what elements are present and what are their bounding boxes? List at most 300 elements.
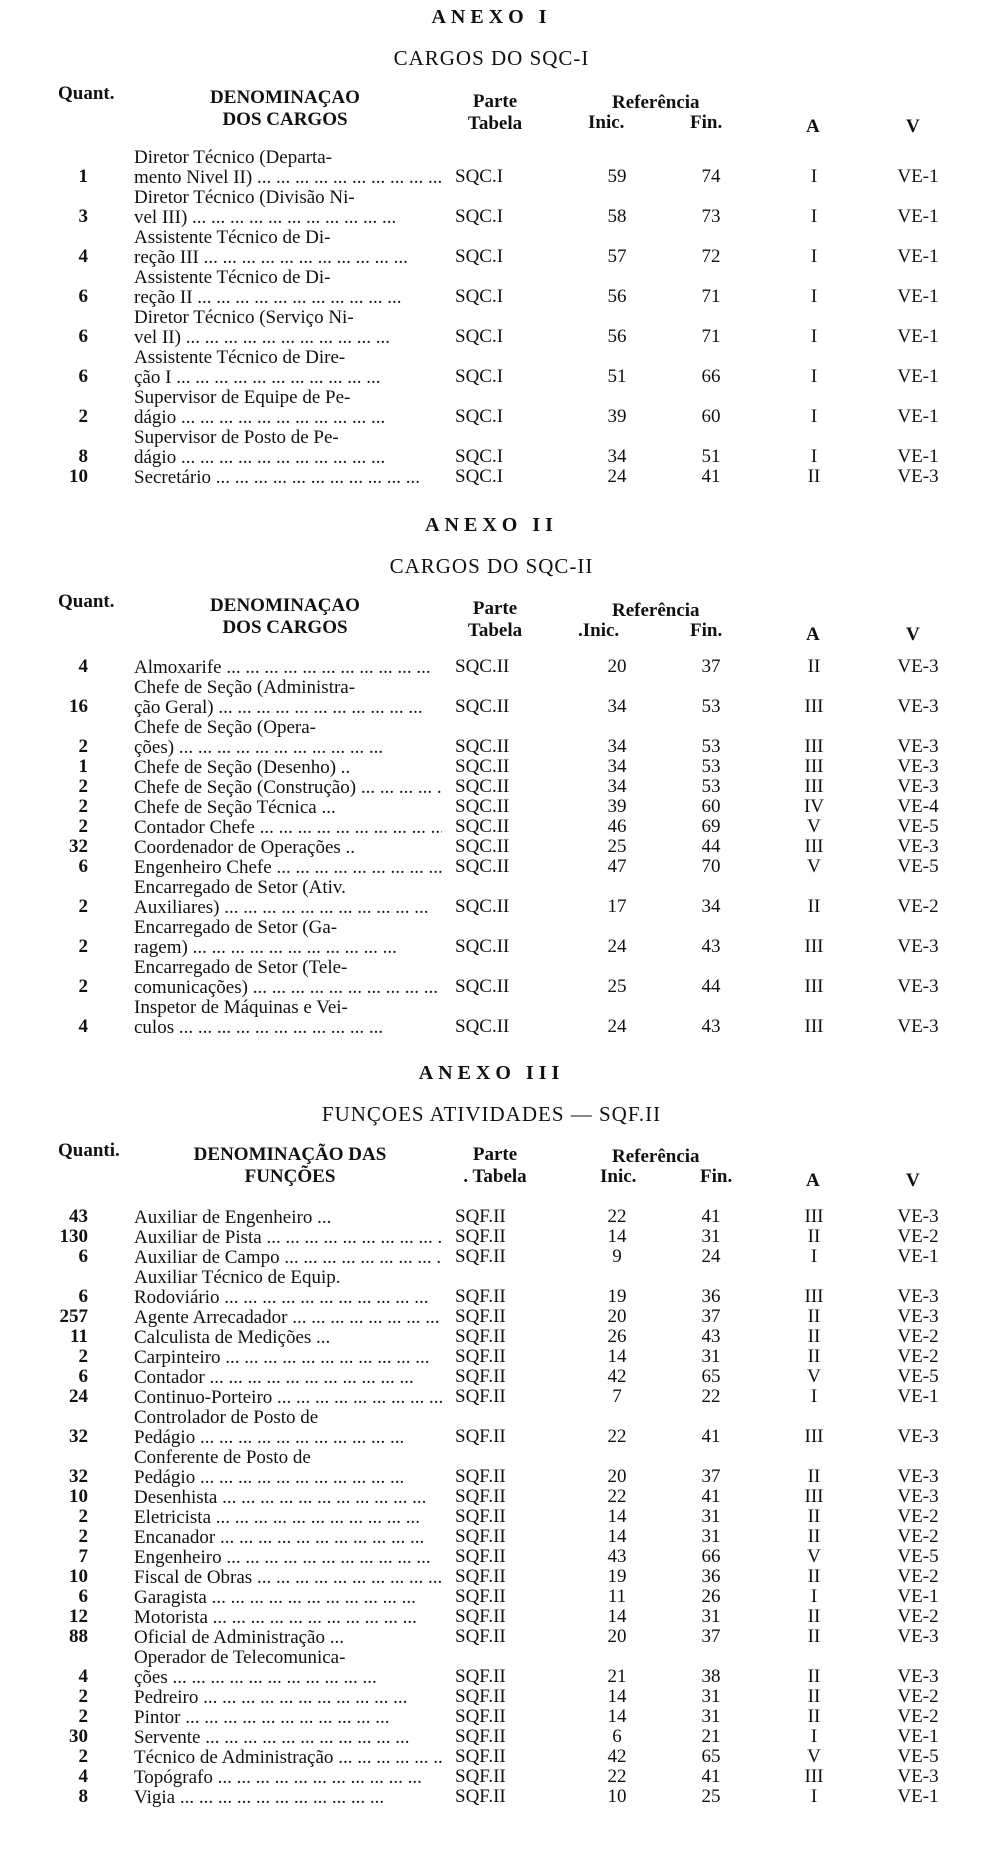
parte-tabela-cell: SQC.II <box>455 816 510 837</box>
quantity-cell: 6 <box>78 366 88 387</box>
description-line: Assistente Técnico de Di- <box>134 228 331 248</box>
description-line: Continuo-Porteiro ... . <box>134 1388 442 1408</box>
description-line: Encarregado de Setor (Ativ. <box>134 878 346 898</box>
description-cell <box>134 388 442 428</box>
column-a-cell: III <box>804 776 824 797</box>
description-cell <box>134 1708 442 1728</box>
column-a-cell: I <box>810 1386 818 1407</box>
description-cell <box>134 718 442 758</box>
referencia-inicial-cell: 39 <box>607 796 627 817</box>
description-line: Calculista de Medições ... <box>134 1328 331 1348</box>
description-line: Encanador ... . <box>134 1528 442 1548</box>
referencia-inicial-cell: 51 <box>607 366 627 387</box>
parte-tabela-cell: SQC.I <box>455 246 504 267</box>
table-row <box>0 1608 983 1628</box>
column-v-cell: VE-1 <box>897 1246 939 1267</box>
table-row <box>0 388 983 428</box>
referencia-final-cell: 73 <box>701 206 721 227</box>
referencia-inicial-cell: 20 <box>607 1466 627 1487</box>
table-row <box>0 1488 983 1508</box>
header-fin: Fin. <box>690 620 723 641</box>
referencia-final-cell: 31 <box>701 1526 721 1547</box>
table-row <box>0 428 983 468</box>
description-cell <box>134 1788 442 1808</box>
table-row <box>0 1548 983 1568</box>
table-row <box>0 348 983 388</box>
referencia-final-cell: 38 <box>701 1666 721 1687</box>
header-inic: Inic. <box>588 112 625 133</box>
table-row <box>0 1408 983 1448</box>
column-v-cell: VE-2 <box>897 896 939 917</box>
column-v-cell: VE-5 <box>897 1746 939 1767</box>
header-quant: Quant. <box>58 591 115 612</box>
table-row <box>0 1508 983 1528</box>
parte-tabela-cell: SQF.II <box>455 1726 506 1747</box>
column-v-cell: VE-2 <box>897 1226 939 1247</box>
parte-tabela-cell: SQC.II <box>455 836 510 857</box>
table-row <box>0 918 983 958</box>
header-parte-tabela: Parte Tabela <box>467 91 523 134</box>
referencia-inicial-cell: 24 <box>607 936 627 957</box>
referencia-final-cell: 60 <box>701 406 721 427</box>
description-line: Desenhista ... . <box>134 1488 442 1508</box>
description-cell <box>134 1328 442 1348</box>
column-v-cell: VE-1 <box>897 1586 939 1607</box>
quantity-cell: 2 <box>78 406 88 427</box>
column-v-cell: VE-2 <box>897 1566 939 1587</box>
referencia-final-cell: 37 <box>701 656 721 677</box>
description-cell <box>134 1308 442 1328</box>
header-v: V <box>906 1170 920 1191</box>
quantity-cell: 6 <box>78 856 88 877</box>
description-line: Conferente de Posto de <box>134 1448 311 1468</box>
referencia-final-cell: 44 <box>701 836 721 857</box>
description-line: Agente Arrecadador ... . <box>134 1308 442 1328</box>
description-line: Diretor Técnico (Departa- <box>134 148 332 168</box>
column-v-cell: VE-3 <box>897 656 939 677</box>
referencia-final-cell: 41 <box>701 1426 721 1447</box>
description-line: Pedágio ... . <box>134 1468 442 1488</box>
parte-tabela-cell: SQC.I <box>455 326 504 347</box>
referencia-final-cell: 65 <box>701 1366 721 1387</box>
description-line: Supervisor de Posto de Pe- <box>134 428 339 448</box>
column-v-cell: VE-1 <box>897 366 939 387</box>
description-line: ção Geral) ... . <box>134 698 442 718</box>
header-v: V <box>906 116 920 137</box>
column-v-cell: VE-3 <box>897 836 939 857</box>
quantity-cell: 2 <box>78 1506 88 1527</box>
description-cell <box>134 148 442 188</box>
description-line: Chefe de Seção (Administra- <box>134 678 356 698</box>
description-cell <box>134 1248 442 1268</box>
column-a-cell: V <box>807 1366 821 1387</box>
description-line: Auxiliar de Pista ... . <box>134 1228 442 1248</box>
description-line: vel II) ... . <box>134 328 442 348</box>
table-row <box>0 188 983 228</box>
quantity-cell: 88 <box>69 1626 88 1647</box>
referencia-inicial-cell: 47 <box>607 856 627 877</box>
description-cell <box>134 1568 442 1588</box>
description-line: reção III ... . <box>134 248 442 268</box>
description-line: Garagista ... . <box>134 1588 442 1608</box>
referencia-inicial-cell: 10 <box>607 1786 627 1807</box>
description-cell <box>134 958 442 998</box>
description-cell <box>134 1608 442 1628</box>
quantity-cell: 32 <box>69 1466 88 1487</box>
column-a-cell: II <box>807 1686 821 1707</box>
column-a-cell: III <box>804 1206 824 1227</box>
column-a-cell: II <box>807 1466 821 1487</box>
header-referencia: Referência <box>612 600 700 621</box>
column-a-cell: I <box>810 406 818 427</box>
column-a-cell: III <box>804 1286 824 1307</box>
description-cell <box>134 838 442 858</box>
parte-tabela-cell: SQF.II <box>455 1206 506 1227</box>
header-inic: .Inic. <box>578 620 620 641</box>
description-line: vel III) ... . <box>134 208 442 228</box>
column-v-cell: VE-3 <box>897 1626 939 1647</box>
header-denominacao: DENOMINAÇAO DOS CARGOS <box>210 595 360 638</box>
column-v-cell: VE-1 <box>897 246 939 267</box>
column-v-cell: VE-3 <box>897 1766 939 1787</box>
parte-tabela-cell: SQC.II <box>455 976 510 997</box>
table-row <box>0 1208 983 1228</box>
quantity-cell: 2 <box>78 1706 88 1727</box>
referencia-final-cell: 66 <box>701 366 721 387</box>
quantity-cell: 4 <box>78 1766 88 1787</box>
description-line: ragem) ... . <box>134 938 442 958</box>
column-v-cell: VE-3 <box>897 1466 939 1487</box>
referencia-inicial-cell: 59 <box>607 166 627 187</box>
column-a-cell: I <box>810 286 818 307</box>
referencia-inicial-cell: 19 <box>607 1566 627 1587</box>
column-v-cell: VE-3 <box>897 936 939 957</box>
column-a-cell: I <box>810 246 818 267</box>
referencia-final-cell: 70 <box>701 856 721 877</box>
parte-tabela-cell: SQF.II <box>455 1386 506 1407</box>
description-cell <box>134 758 442 778</box>
referencia-inicial-cell: 14 <box>607 1686 627 1707</box>
referencia-final-cell: 24 <box>701 1246 721 1267</box>
parte-tabela-cell: SQF.II <box>455 1706 506 1727</box>
column-v-cell: VE-1 <box>897 166 939 187</box>
table-row <box>0 468 983 488</box>
description-line: Assistente Técnico de Dire- <box>134 348 346 368</box>
quantity-cell: 2 <box>78 976 88 997</box>
referencia-inicial-cell: 34 <box>607 776 627 797</box>
description-line: culos ... . <box>134 1018 442 1038</box>
quantity-cell: 2 <box>78 936 88 957</box>
quantity-cell: 32 <box>69 1426 88 1447</box>
annex-2-subtitle: CARGOS DO SQC-II <box>389 554 594 578</box>
annex-3-subtitle: FUNÇOES ATIVIDADES — SQF.II <box>321 1102 662 1126</box>
table-row <box>0 1688 983 1708</box>
header-parte-tabela: Parte Tabela <box>467 598 523 641</box>
quantity-cell: 4 <box>78 1666 88 1687</box>
description-line: Vigia ... . <box>134 1788 442 1808</box>
column-a-cell: IV <box>803 796 825 817</box>
referencia-inicial-cell: 34 <box>607 696 627 717</box>
description-cell <box>134 1588 442 1608</box>
description-line: Técnico de Administração ... . <box>134 1748 442 1768</box>
quantity-cell: 1 <box>78 756 88 777</box>
description-cell <box>134 1368 442 1388</box>
description-line: Topógrafo ... . <box>134 1768 442 1788</box>
referencia-final-cell: 36 <box>701 1566 721 1587</box>
quantity-cell: 2 <box>78 1526 88 1547</box>
description-line: Auxiliar de Engenheiro ... <box>134 1208 332 1228</box>
header-fin: Fin. <box>700 1166 733 1187</box>
parte-tabela-cell: SQF.II <box>455 1226 506 1247</box>
description-line: Assistente Técnico de Di- <box>134 268 331 288</box>
parte-tabela-cell: SQF.II <box>455 1766 506 1787</box>
column-v-cell: VE-2 <box>897 1326 939 1347</box>
referencia-final-cell: 74 <box>701 166 721 187</box>
referencia-inicial-cell: 21 <box>607 1666 627 1687</box>
table-row <box>0 1388 983 1408</box>
parte-tabela-cell: SQF.II <box>455 1586 506 1607</box>
description-line: dágio ... . <box>134 408 442 428</box>
referencia-final-cell: 53 <box>701 736 721 757</box>
referencia-inicial-cell: 34 <box>607 736 627 757</box>
referencia-final-cell: 53 <box>701 776 721 797</box>
column-v-cell: VE-1 <box>897 1726 939 1747</box>
table-row <box>0 858 983 878</box>
parte-tabela-cell: SQC.II <box>455 756 510 777</box>
referencia-inicial-cell: 24 <box>607 1016 627 1037</box>
referencia-final-cell: 43 <box>701 936 721 957</box>
quantity-cell: 24 <box>69 1386 88 1407</box>
column-a-cell: III <box>804 756 824 777</box>
column-a-cell: III <box>804 1766 824 1787</box>
column-v-cell: VE-5 <box>897 856 939 877</box>
description-cell <box>134 998 442 1038</box>
description-line: ções ... . <box>134 1668 442 1688</box>
referencia-final-cell: 41 <box>701 1206 721 1227</box>
header-parte-tabela: Parte . Tabela <box>463 1144 527 1187</box>
column-v-cell: VE-1 <box>897 206 939 227</box>
column-a-cell: III <box>804 1426 824 1447</box>
column-a-cell: II <box>807 1626 821 1647</box>
description-cell <box>134 268 442 308</box>
column-v-cell: VE-3 <box>897 1426 939 1447</box>
description-line: Contador ... . <box>134 1368 442 1388</box>
description-line: Pedreiro ... . <box>134 1688 442 1708</box>
column-a-cell: II <box>807 1526 821 1547</box>
quantity-cell: 2 <box>78 1746 88 1767</box>
description-line: ção I ... . <box>134 368 442 388</box>
referencia-final-cell: 65 <box>701 1746 721 1767</box>
referencia-inicial-cell: 42 <box>607 1366 627 1387</box>
quantity-cell: 2 <box>78 896 88 917</box>
parte-tabela-cell: SQF.II <box>455 1626 506 1647</box>
referencia-final-cell: 71 <box>701 286 721 307</box>
table-row <box>0 1708 983 1728</box>
referencia-final-cell: 31 <box>701 1606 721 1627</box>
description-cell <box>134 678 442 718</box>
description-line: Supervisor de Equipe de Pe- <box>134 388 351 408</box>
description-line: Pintor ... . <box>134 1708 442 1728</box>
annex-3-title: ANEXO III <box>418 1062 565 1084</box>
header-a: A <box>806 116 820 137</box>
quantity-cell: 12 <box>69 1606 88 1627</box>
description-line: Operador de Telecomunica- <box>134 1648 346 1668</box>
column-a-cell: II <box>807 1566 821 1587</box>
referencia-final-cell: 60 <box>701 796 721 817</box>
description-cell <box>134 228 442 268</box>
quantity-cell: 6 <box>78 286 88 307</box>
column-v-cell: VE-3 <box>897 1286 939 1307</box>
quantity-cell: 6 <box>78 1246 88 1267</box>
description-cell <box>134 778 442 798</box>
column-a-cell: I <box>810 446 818 467</box>
description-cell <box>134 798 442 818</box>
column-a-cell: I <box>810 1246 818 1267</box>
referencia-final-cell: 41 <box>701 1766 721 1787</box>
parte-tabela-cell: SQC.II <box>455 856 510 877</box>
description-cell <box>134 1388 442 1408</box>
description-cell <box>134 308 442 348</box>
parte-tabela-cell: SQC.II <box>455 776 510 797</box>
referencia-final-cell: 44 <box>701 976 721 997</box>
quantity-cell: 4 <box>78 656 88 677</box>
description-line: Chefe de Seção (Opera- <box>134 718 316 738</box>
table-row <box>0 1788 983 1808</box>
referencia-inicial-cell: 43 <box>607 1546 627 1567</box>
description-cell <box>134 1728 442 1748</box>
column-v-cell: VE-1 <box>897 286 939 307</box>
column-v-cell: VE-3 <box>897 696 939 717</box>
column-a-cell: III <box>804 736 824 757</box>
annex-1-subtitle: CARGOS DO SQC-I <box>393 46 590 70</box>
quantity-cell: 3 <box>78 206 88 227</box>
column-a-cell: I <box>810 206 818 227</box>
description-line: Diretor Técnico (Divisão Ni- <box>134 188 355 208</box>
description-line: Encarregado de Setor (Tele- <box>134 958 348 978</box>
column-a-cell: III <box>804 696 824 717</box>
quantity-cell: 7 <box>78 1546 88 1567</box>
quantity-cell: 6 <box>78 1366 88 1387</box>
description-line: Contador Chefe ... . <box>134 818 442 838</box>
referencia-final-cell: 31 <box>701 1506 721 1527</box>
table-row <box>0 818 983 838</box>
header-a: A <box>806 624 820 645</box>
table-row <box>0 228 983 268</box>
quantity-cell: 2 <box>78 776 88 797</box>
column-v-cell: VE-1 <box>897 446 939 467</box>
table-row <box>0 658 983 678</box>
parte-tabela-cell: SQF.II <box>455 1466 506 1487</box>
referencia-inicial-cell: 14 <box>607 1706 627 1727</box>
column-a-cell: V <box>807 1546 821 1567</box>
annex-1-title: ANEXO I <box>431 6 552 28</box>
quantity-cell: 8 <box>78 1786 88 1807</box>
table-row <box>0 718 983 758</box>
table-row <box>0 1768 983 1788</box>
parte-tabela-cell: SQF.II <box>455 1686 506 1707</box>
column-a-cell: II <box>807 1326 821 1347</box>
parte-tabela-cell: SQC.I <box>455 286 504 307</box>
parte-tabela-cell: SQC.I <box>455 366 504 387</box>
column-v-cell: VE-2 <box>897 1526 939 1547</box>
column-v-cell: VE-3 <box>897 1016 939 1037</box>
parte-tabela-cell: SQF.II <box>455 1566 506 1587</box>
description-line: Auxiliar de Campo ... . <box>134 1248 442 1268</box>
quantity-cell: 2 <box>78 736 88 757</box>
description-line: Chefe de Seção (Construção) ... . <box>134 778 442 798</box>
header-denominacao: DENOMINAÇÃO DAS FUNÇÕES <box>193 1144 387 1187</box>
description-line: Inspetor de Máquinas e Vei- <box>134 998 348 1018</box>
quantity-cell: 10 <box>69 1566 88 1587</box>
description-line: Servente ... . <box>134 1728 442 1748</box>
referencia-inicial-cell: 42 <box>607 1746 627 1767</box>
column-v-cell: VE-1 <box>897 326 939 347</box>
table-row <box>0 758 983 778</box>
description-cell <box>134 468 442 488</box>
column-v-cell: VE-2 <box>897 1346 939 1367</box>
referencia-inicial-cell: 11 <box>607 1586 627 1607</box>
referencia-inicial-cell: 20 <box>607 656 627 677</box>
table-row <box>0 798 983 818</box>
description-line: dágio ... . <box>134 448 442 468</box>
table-row <box>0 998 983 1038</box>
column-v-cell: VE-2 <box>897 1606 939 1627</box>
column-a-cell: III <box>804 976 824 997</box>
parte-tabela-cell: SQC.II <box>455 696 510 717</box>
description-cell <box>134 1508 442 1528</box>
quantity-cell: 10 <box>69 1486 88 1507</box>
description-line: Pedágio ... . <box>134 1428 442 1448</box>
referencia-inicial-cell: 14 <box>607 1506 627 1527</box>
parte-tabela-cell: SQC.II <box>455 796 510 817</box>
header-denominacao: DENOMINAÇAO DOS CARGOS <box>210 87 360 130</box>
description-line: Engenheiro Chefe ... . <box>134 858 442 878</box>
description-cell <box>134 858 442 878</box>
description-cell <box>134 1548 442 1568</box>
table-row <box>0 1328 983 1348</box>
description-line: Fiscal de Obras ... . <box>134 1568 442 1588</box>
table-row <box>0 1448 983 1488</box>
description-cell <box>134 1768 442 1788</box>
description-line: Oficial de Administração ... <box>134 1628 344 1648</box>
referencia-inicial-cell: 22 <box>607 1426 627 1447</box>
column-a-cell: V <box>807 1746 821 1767</box>
parte-tabela-cell: SQF.II <box>455 1506 506 1527</box>
column-v-cell: VE-1 <box>897 1386 939 1407</box>
parte-tabela-cell: SQF.II <box>455 1666 506 1687</box>
column-a-cell: I <box>810 166 818 187</box>
referencia-inicial-cell: 58 <box>607 206 627 227</box>
parte-tabela-cell: SQF.II <box>455 1246 506 1267</box>
header-referencia: Referência <box>612 1146 700 1167</box>
referencia-final-cell: 21 <box>701 1726 721 1747</box>
description-line: mento Nivel II) ... . <box>134 168 442 188</box>
column-v-cell: VE-5 <box>897 1366 939 1387</box>
table-row <box>0 678 983 718</box>
parte-tabela-cell: SQC.I <box>455 206 504 227</box>
quantity-cell: 2 <box>78 1686 88 1707</box>
description-cell <box>134 1748 442 1768</box>
parte-tabela-cell: SQF.II <box>455 1526 506 1547</box>
parte-tabela-cell: SQC.II <box>455 1016 510 1037</box>
referencia-inicial-cell: 22 <box>607 1766 627 1787</box>
description-line: Carpinteiro ... . <box>134 1348 442 1368</box>
quantity-cell: 10 <box>69 466 88 487</box>
description-cell <box>134 1628 442 1648</box>
referencia-final-cell: 41 <box>701 466 721 487</box>
column-v-cell: VE-5 <box>897 816 939 837</box>
parte-tabela-cell: SQF.II <box>455 1546 506 1567</box>
